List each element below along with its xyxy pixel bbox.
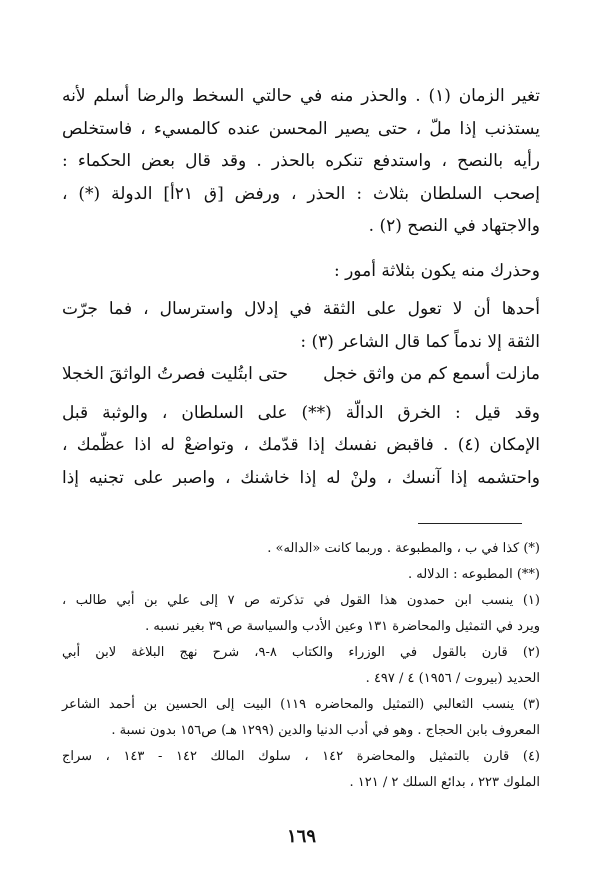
footnote-line: (**) المطبوعه : الدلاله . [407,567,540,582]
verse-second-hemistich: حتى ابتُليت فصرتُ الواثقَ الخجلا [62,364,289,384]
footnote-line: ويرد في التمثيل والمحاضرة ١٣١ وعين الأدب والسياسة ص ٣٩ بغير نسبه . [145,619,540,634]
text-line: واحتشمه إذا آنسك ، ولنْ له إذا خاشنك ، واصبر على تجنيه إذا [62,467,540,488]
text-line: تغير الزمان (١) . والحذر منه في حالتي السخط والرضا أسلم لأنه [62,86,540,106]
footnote-line: (١) ينسب ابن حمدون هذا القول في تذكرته ص ٧ إلى علي بن أبي طالب ، [62,593,540,608]
text-line: يستذنب إذا ملّ ، حتى يصير المحسن عنده كالمسيء ، فاستخلص [62,118,540,139]
poem-verse [62,358,540,391]
footnote-divider [418,523,522,524]
footnote-line: الحديد (بيروت / ١٩٥٦) ٤ / ٤٩٧ . [365,671,540,686]
footnote-line: (*) كذا في ب ، والمطبوعة . وربما كانت «الداله» . [267,541,540,556]
text-line: وقد قيل : الخرق الدالّة (**) على السلطان ، والوثبة قبل [62,402,540,423]
footnotes [62,536,540,796]
text-line: والاجتهاد في النصح (٢) . [368,216,540,236]
text-line: الثقة إلا ندماً كما قال الشاعر (٣) : [300,331,540,352]
main-text [62,80,540,494]
verse-first-hemistich: مازلت أسمع كم من واثق خجل [323,364,540,384]
text-line: الإمكان (٤) . فاقبض نفسك إذا قدّمك ، وتواضعْ له اذا عظّمك ، [62,435,540,455]
footnote-line: الملوك ٢٢٣ ، بدائع السلك ٢ / ١٢١ . [349,775,540,790]
text-line: رأيه بالنصح ، واستدفع تنكره بالحذر . وقد قال بعض الحكماء : [62,151,540,171]
footnote-line: (٣) ينسب الثعالبي (التمثيل والمحاضره ١١٩) البيت إلى الحسين بن أحمد الشاعر [62,697,540,712]
text-line: إصحب السلطان بثلاث : الحذر ، ورفض [ق ٢١أ] الدولة (*) ، [62,183,540,204]
footnote-line: (٤) قارن بالتمثيل والمحاضرة ١٤٢ ، سلوك المالك ١٤٢ - ١٤٣ ، سراج [62,749,540,764]
intro-line: وحذرك منه يكون بثلاثة أمور : [333,260,540,281]
footnote-line: (٢) قارن بالقول في الوزراء والكتاب ٨-٩، شرح نهج البلاغة لابن أبي [62,645,540,660]
page-number: ١٦٩ [286,826,316,847]
footnote-line: المعروف بابن الحجاج . وهو في أدب الدنيا والدين (١٢٩٩ هـ) ص١٥٦ بدون نسبة . [111,723,540,738]
text-line: أحدها أن لا تعول على الثقة في إدلال واسترسال ، فما جرّت [62,299,540,319]
